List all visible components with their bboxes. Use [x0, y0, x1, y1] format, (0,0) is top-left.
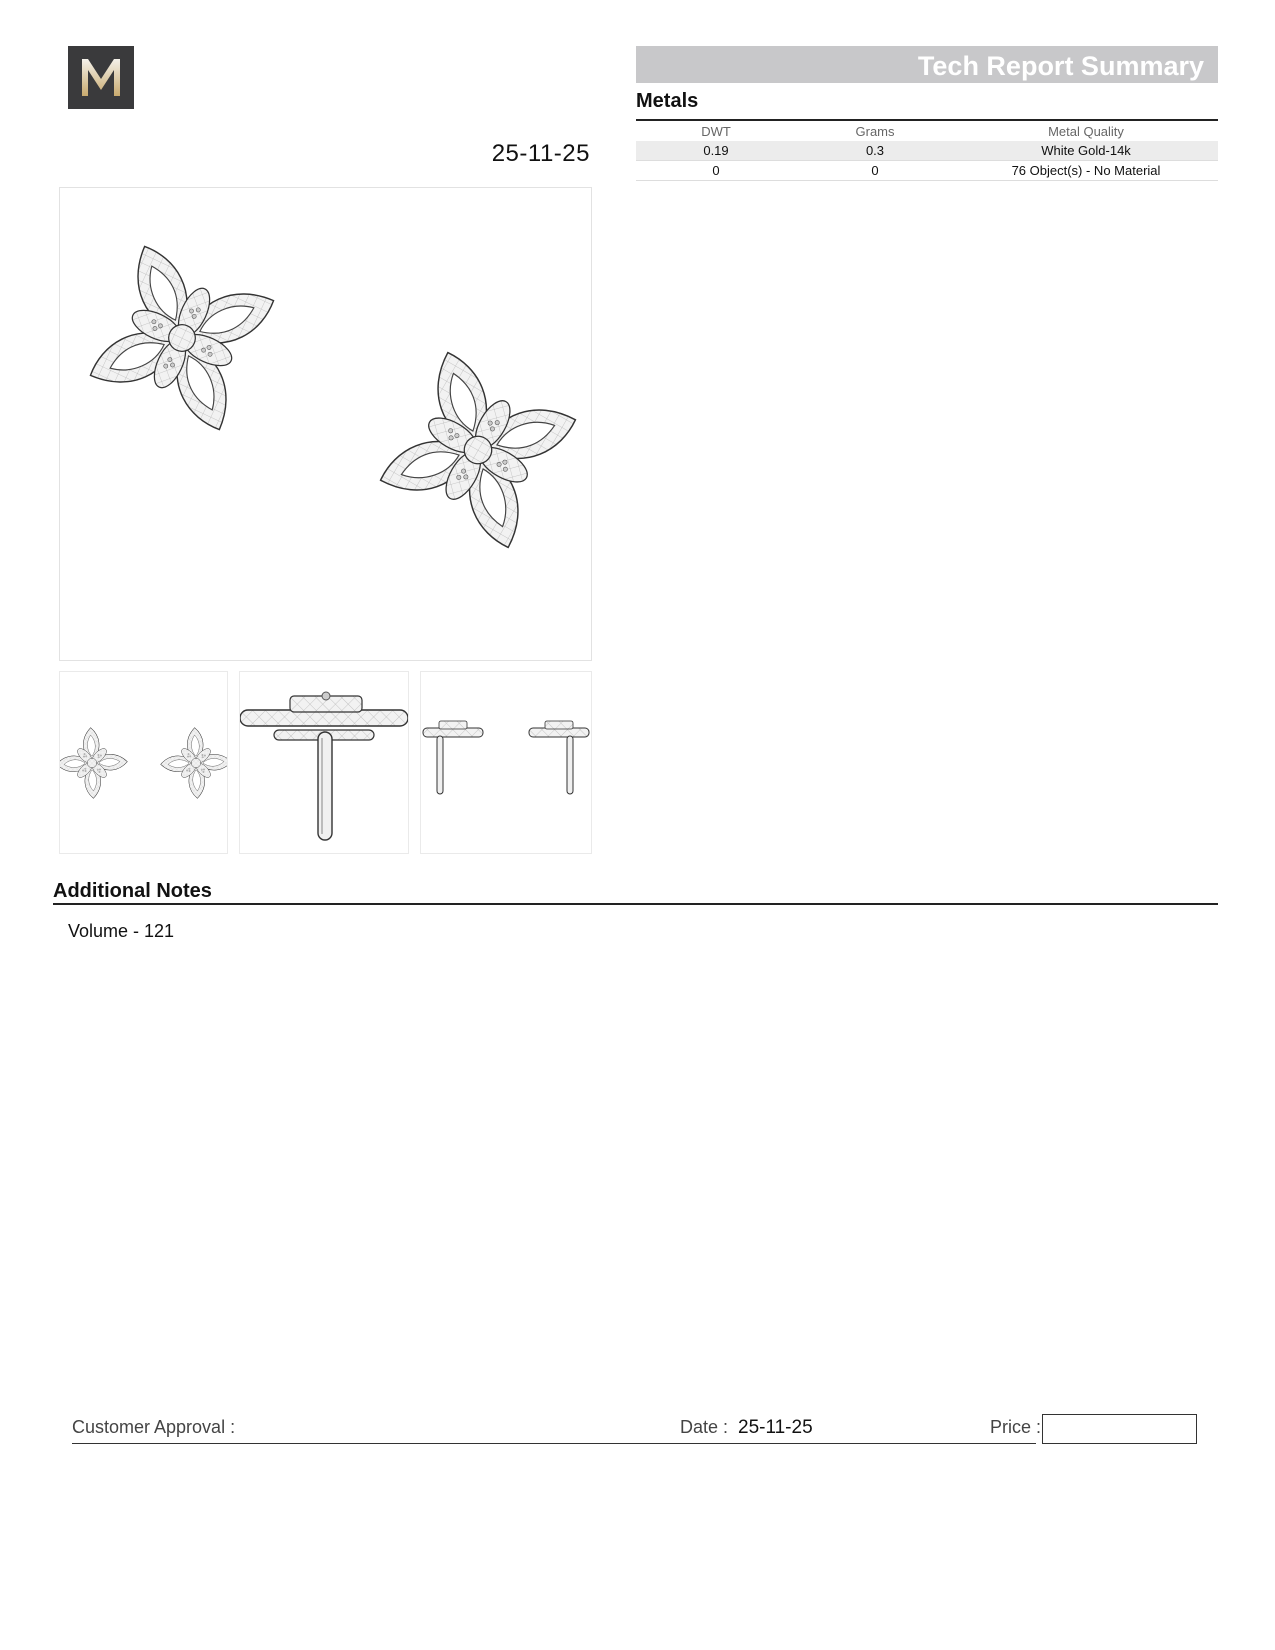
thumbnail-side-view — [239, 671, 409, 854]
dwt-cell: 0 — [636, 161, 796, 181]
metals-table — [636, 121, 1218, 181]
brand-logo — [68, 46, 134, 109]
column-header-dwt: DWT — [701, 123, 731, 139]
notes-divider — [53, 903, 1218, 905]
notes-text: Volume - 121 — [68, 921, 175, 941]
additional-notes-heading: Additional Notes — [53, 880, 212, 902]
approval-signature-line[interactable] — [72, 1443, 1036, 1444]
date-label: Date : — [680, 1417, 729, 1437]
metals-header-row — [636, 121, 1218, 141]
date-value: 25-11-25 — [738, 1417, 813, 1438]
column-header-grams: Grams — [855, 123, 895, 139]
earring-right-render — [353, 325, 591, 575]
m-monogram-logo-icon — [68, 46, 134, 109]
dwt-cell: 0.19 — [636, 141, 796, 161]
metal-quality-cell: 76 Object(s) - No Material — [954, 161, 1218, 181]
thumbnail-profile-view — [420, 671, 592, 854]
column-header-metal-quality: Metal Quality — [1048, 123, 1124, 139]
price-label: Price : — [990, 1417, 1042, 1437]
report-title-bar: Tech Report Summary — [636, 46, 1218, 83]
metals-heading: Metals — [636, 90, 699, 112]
report-date: 25-11-25 — [491, 140, 590, 167]
grams-cell: 0 — [796, 161, 954, 181]
main-render-image — [59, 187, 592, 661]
thumbnail-front-view — [59, 671, 228, 854]
earring-left-render — [60, 211, 309, 464]
table-row — [636, 161, 1218, 181]
metal-quality-cell: White Gold-14k — [954, 141, 1218, 161]
table-row — [636, 141, 1218, 161]
price-field[interactable] — [1042, 1414, 1197, 1444]
customer-approval-label: Customer Approval : — [72, 1417, 236, 1437]
grams-cell: 0.3 — [796, 141, 954, 161]
